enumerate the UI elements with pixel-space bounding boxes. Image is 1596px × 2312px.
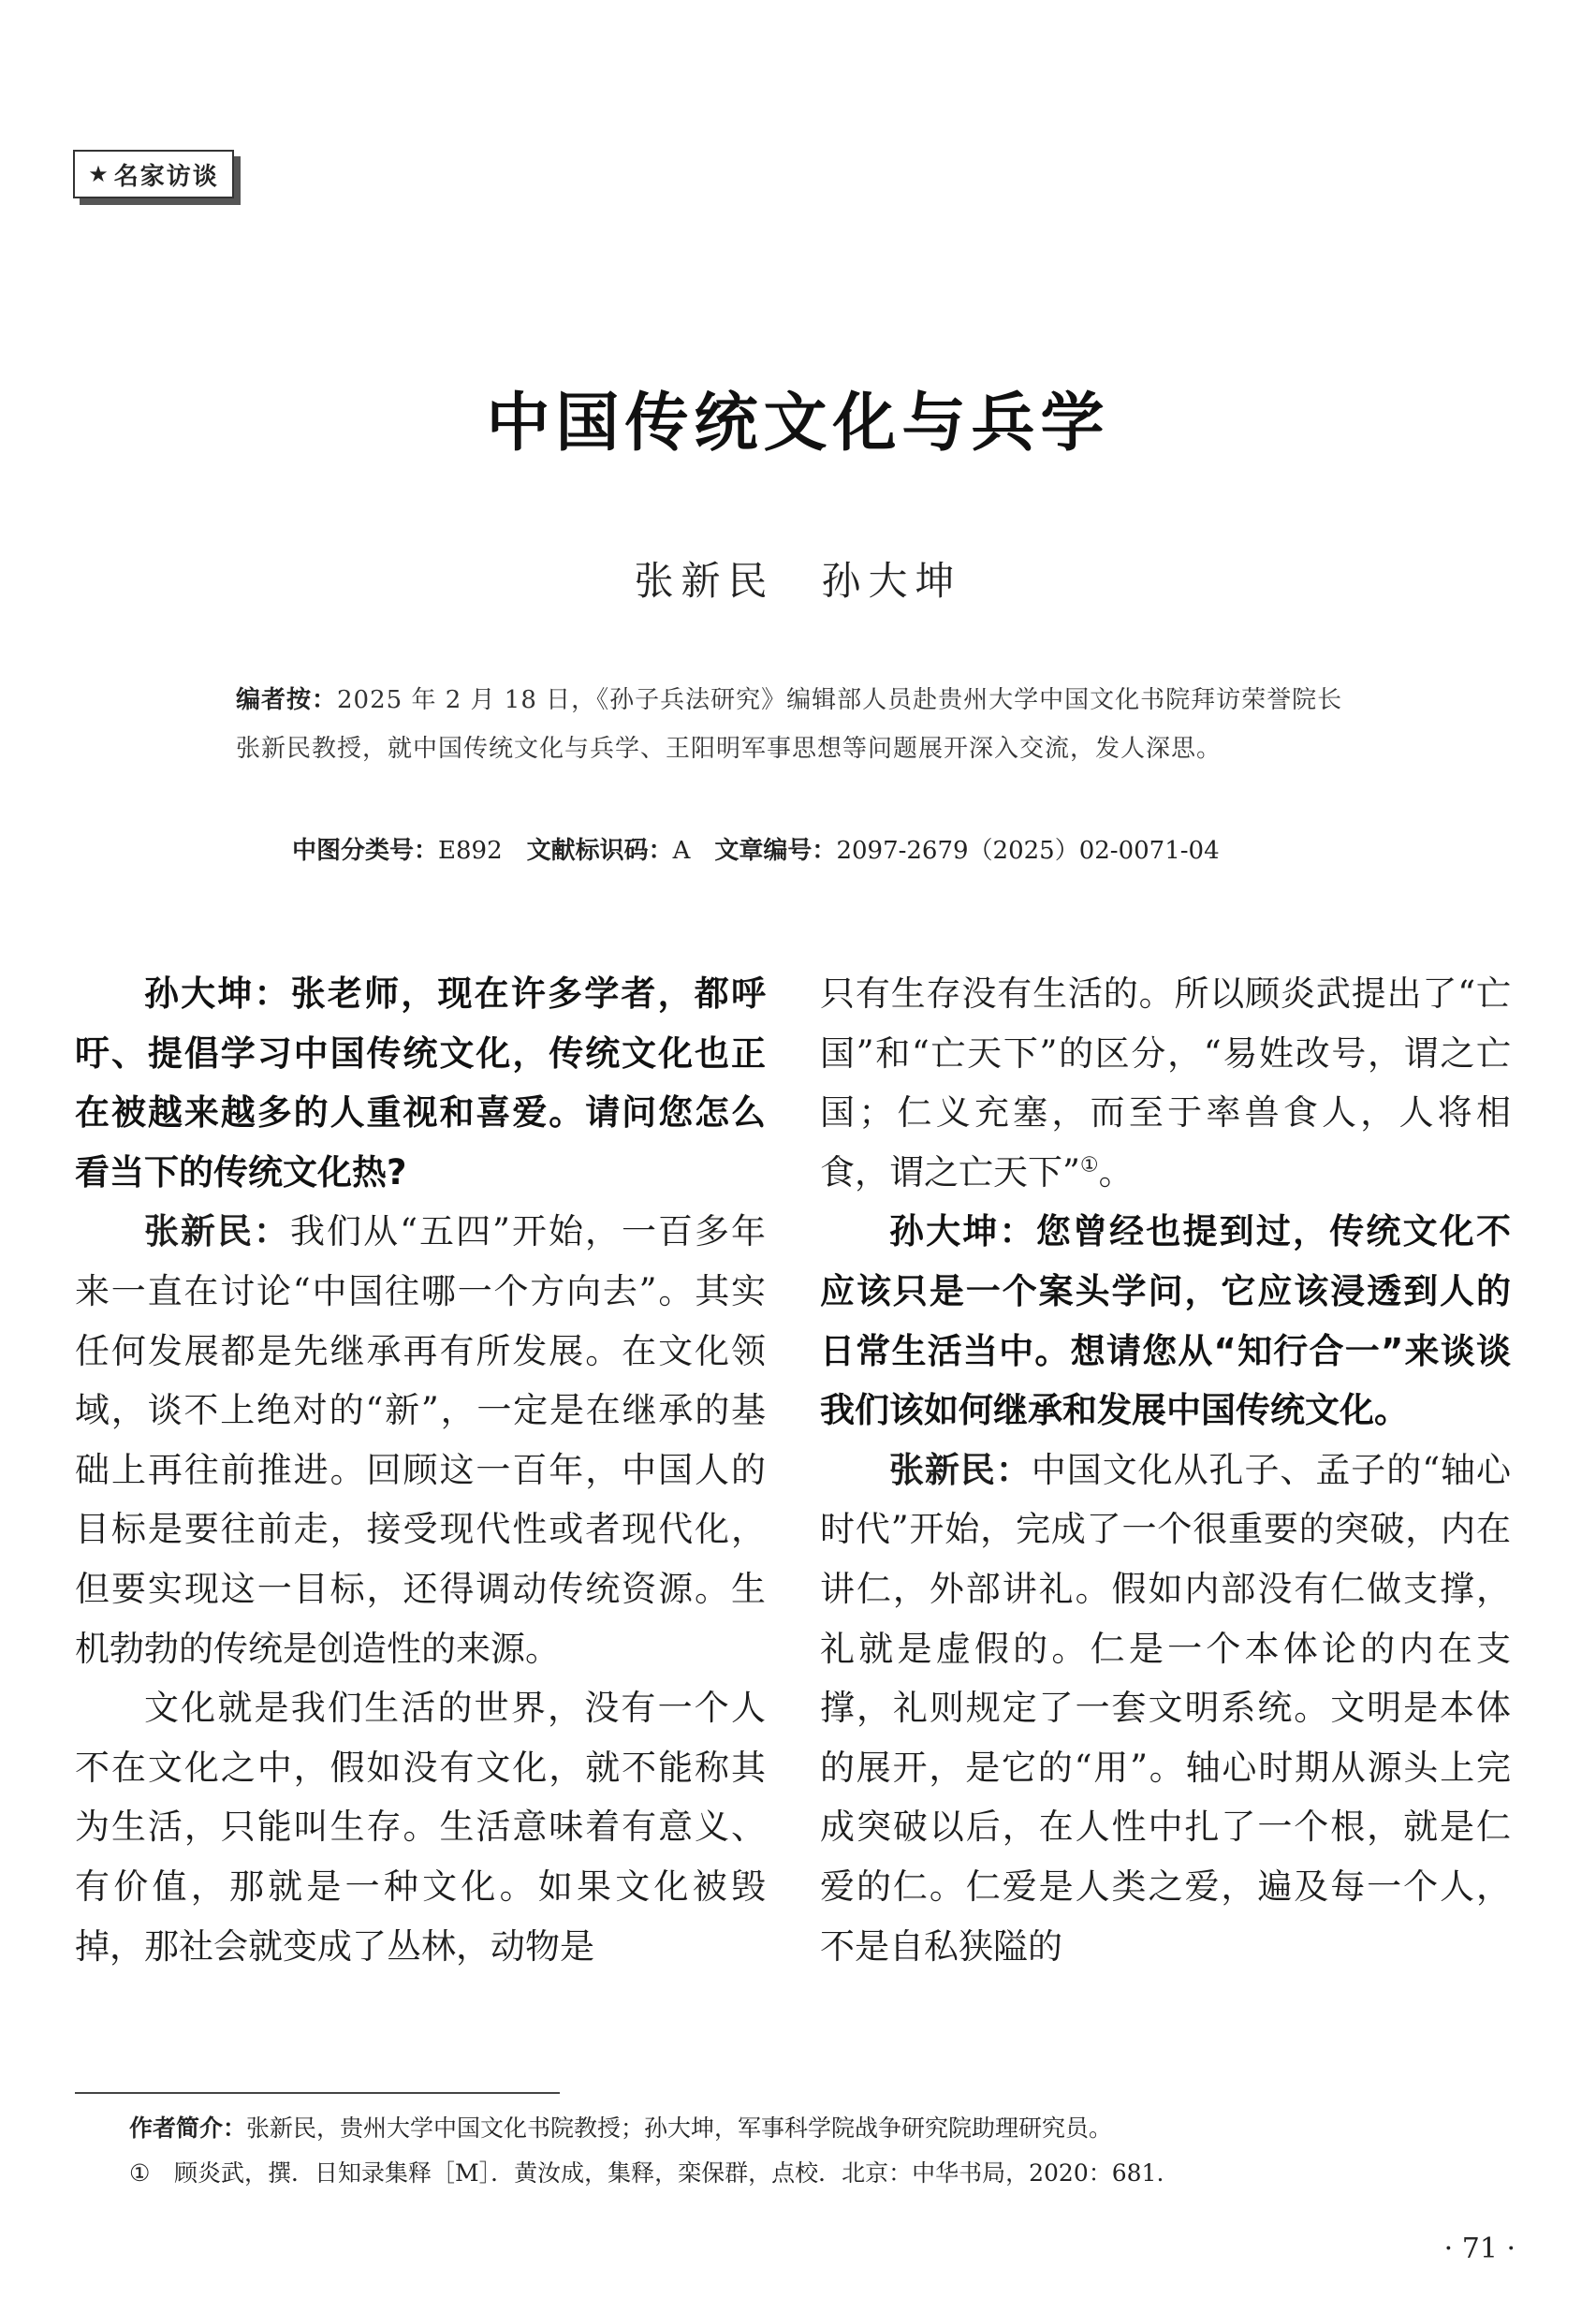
- article-title: 中国传统文化与兵学: [486, 387, 1110, 461]
- doc-code-label: 文献标识码：: [526, 837, 673, 865]
- section-badge-label: 名家访谈: [113, 162, 219, 191]
- left-column: [75, 964, 766, 1976]
- section-badge: [73, 150, 234, 198]
- paragraph-continued: [820, 964, 1511, 1202]
- star-icon: ★: [88, 161, 110, 187]
- author-bio-text: 张新民，贵州大学中国文化书院教授；孙大坤，军事科学院战争研究院助理研究员。: [246, 2114, 1113, 2142]
- article-number-label: 文章编号：: [714, 837, 837, 865]
- paragraph-2: 文化就是我们生活的世界，没有一个人不在文化之中，假如没有文化，就不能称其为生活，只能叫生存。生活意味着有意义、有价值，那就是一种文化。如果文化被毁掉，那社会就变成了丛林，动物是: [75, 1688, 766, 1967]
- page-number: · 71 ·: [1443, 2232, 1515, 2265]
- editor-note-text: 2025 年 2 月 18 日，《孙子兵法研究》编辑部人员赴贵州大学中国文化书院拜访荣誉院长张新民教授，就中国传统文化与兵学、王阳明军事思想等问题展开深入交流，发人深思。: [236, 686, 1343, 763]
- answer-2: [820, 1441, 1511, 1976]
- article-authors: 张新民 孙大坤: [634, 558, 962, 604]
- answer-1-text: 我们从“五四”开始，一百多年来一直在讨论“中国往哪一个方向去”。其实任何发展都是先继承再有所发展。在文化领域，谈不上绝对的“新”，一定是在继承的基础上再往前推进。回顾这一百年，中国人的目标是要往前走，接受现代性或者现代化，但要实现这一目标，还得调动传统资源。生机勃勃的传统是创造性的来源。: [75, 1211, 766, 1669]
- author-bio-label: 作者简介：: [129, 2114, 247, 2142]
- clc-value: E892: [438, 837, 503, 865]
- editor-note: [236, 676, 1359, 773]
- paragraph-continued-text: 只有生存没有生活的。所以顾炎武提出了“亡国”和“亡天下”的区分，“易姓改号，谓之亡国；仁义充塞，而至于率兽食人，人将相食，谓之亡天下”: [820, 973, 1511, 1193]
- answer-2-speaker: 张新民：: [889, 1449, 1032, 1490]
- footnote-divider: [75, 2092, 560, 2094]
- answer-1: [75, 1202, 766, 1678]
- footnote-1: [129, 2151, 1515, 2196]
- question-1: 孙大坤：张老师，现在许多学者，都呼吁、提倡学习中国传统文化，传统文化也正在被越来越多的人重视和喜爱。请问您怎么看当下的传统文化热?: [75, 973, 766, 1193]
- right-column: [820, 964, 1511, 1976]
- editor-note-label: 编者按：: [236, 686, 338, 714]
- footnote-1-number: ①: [129, 2159, 151, 2187]
- article-number-value: 2097-2679（2025）02-0071-04: [836, 837, 1220, 865]
- footnote-1-text: 顾炎武，撰．日知录集释［M］．黄汝成，集释，栾保群，点校．北京：中华书局，2020：681.: [174, 2159, 1164, 2187]
- classification-line: [292, 831, 1220, 866]
- answer-2-text: 中国文化从孔子、孟子的“轴心时代”开始，完成了一个很重要的突破，内在讲仁，外部讲礼。假如内部没有仁做支撑，礼就是虚假的。仁是一个本体论的内在支撑，礼则规定了一套文明系统。文明是本体的展开，是它的“用”。轴心时期从源头上完成突破以后，在人性中扎了一个根，就是仁爱的仁。仁爱是人类之爱，遍及每一个人，不是自私狭隘的: [820, 1449, 1512, 1967]
- doc-code-value: A: [672, 837, 691, 865]
- author-bio: [129, 2106, 1515, 2151]
- paragraph-continued-end: 。: [1098, 1151, 1134, 1193]
- clc-label: 中图分类号：: [292, 837, 439, 865]
- question-2: 孙大坤：您曾经也提到过，传统文化不应该只是一个案头学问，它应该浸透到人的日常生活当中。想请您从“知行合一”来谈谈我们该如何继承和发展中国传统文化。: [820, 1211, 1511, 1431]
- footnotes: [129, 2106, 1515, 2196]
- footnote-ref-1[interactable]: ①: [1079, 1153, 1099, 1178]
- answer-1-speaker: 张新民：: [144, 1211, 291, 1252]
